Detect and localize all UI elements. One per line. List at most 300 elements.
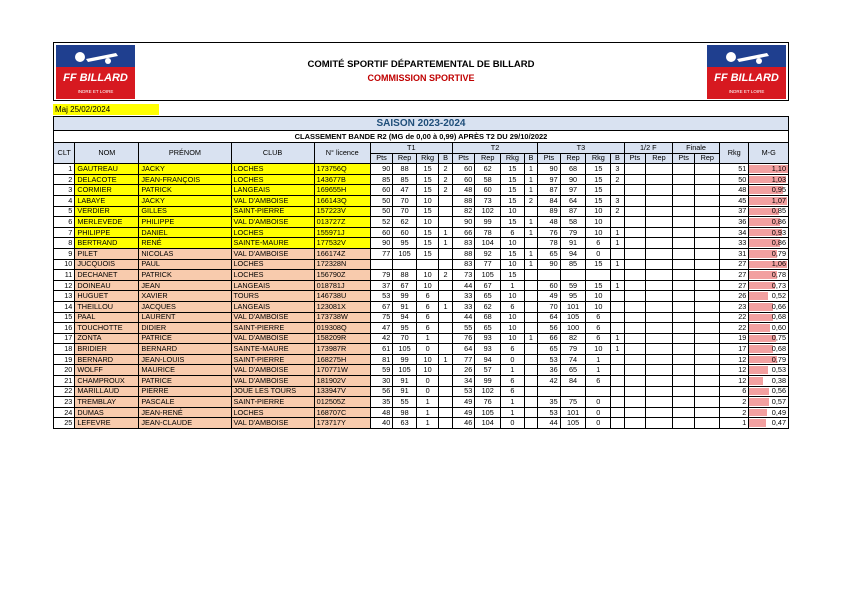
cell-t1-rkg: 15 — [416, 174, 438, 185]
cell-t1-pts: 60 — [370, 227, 392, 238]
cell-t1-rep: 91 — [393, 376, 417, 387]
cell-t3-b — [611, 217, 624, 228]
cell-t1-rep: 60 — [393, 227, 417, 238]
table-row — [54, 206, 789, 217]
cell-t3-pts: 84 — [538, 195, 560, 206]
cell-t1-pts: 48 — [370, 407, 392, 418]
cell-licence: 155971J — [314, 227, 370, 238]
cell-nom: TOUCHOTTE — [75, 323, 139, 334]
cell-t3-b — [611, 248, 624, 259]
cell-licence: 146738U — [314, 291, 370, 302]
cell-final-3 — [695, 238, 720, 249]
cell-rkg: 51 — [720, 164, 749, 175]
cell-t2-rep: 68 — [475, 312, 501, 323]
cell-t3-rkg: 15 — [586, 195, 611, 206]
cell-t1-b: 1 — [439, 301, 452, 312]
mg-value: 0,86 — [771, 238, 786, 248]
cell-t3-b: 2 — [611, 206, 624, 217]
cell-t1-pts — [370, 259, 392, 270]
cell-final-3 — [695, 323, 720, 334]
table-row — [54, 312, 789, 323]
cell-final-2 — [672, 270, 694, 281]
cell-mg — [749, 206, 789, 217]
cell-t2-rep: 104 — [475, 238, 501, 249]
cell-mg — [749, 270, 789, 281]
cell-rkg: 33 — [720, 238, 749, 249]
cell-club: LOCHES — [231, 164, 314, 175]
cell-nom: MARILLAUD — [75, 386, 139, 397]
cell-clt: 19 — [54, 354, 75, 365]
cell-prenom: PAUL — [139, 259, 231, 270]
cell-final-0 — [624, 397, 645, 408]
cell-t2-rkg: 1 — [501, 397, 525, 408]
cell-t1-rkg: 10 — [416, 195, 438, 206]
cell-club: VAL D'AMBOISE — [231, 333, 314, 344]
cell-t3-rep: 94 — [560, 248, 586, 259]
cell-prenom: LAURENT — [139, 312, 231, 323]
cell-prenom: PHILIPPE — [139, 217, 231, 228]
cell-t2-rep: 57 — [475, 365, 501, 376]
cell-final-2 — [672, 397, 694, 408]
cell-licence: 169655H — [314, 185, 370, 196]
cell-t3-rep: 65 — [560, 365, 586, 376]
cell-t3-rkg: 10 — [586, 291, 611, 302]
cell-t3-pts: 78 — [538, 238, 560, 249]
cell-final-3 — [695, 301, 720, 312]
cell-final-2 — [672, 301, 694, 312]
cell-clt: 25 — [54, 418, 75, 429]
cell-t1-rkg: 10 — [416, 365, 438, 376]
cell-t3-rep — [560, 270, 586, 281]
cell-nom: JUCQUOIS — [75, 259, 139, 270]
cell-t3-rkg: 1 — [586, 354, 611, 365]
cell-t2-pts: 44 — [452, 280, 474, 291]
cell-clt: 14 — [54, 301, 75, 312]
subcol-demi-rep: Rep — [646, 153, 673, 164]
cell-t1-b — [439, 195, 452, 206]
table-row — [54, 217, 789, 228]
mg-value: 0,47 — [771, 418, 786, 428]
cell-final-2 — [672, 185, 694, 196]
cell-nom: THEILLOU — [75, 301, 139, 312]
cell-club: SAINT-PIERRE — [231, 354, 314, 365]
cell-t3-rep: 79 — [560, 227, 586, 238]
cell-club: LANGEAIS — [231, 185, 314, 196]
cell-licence: 172328N — [314, 259, 370, 270]
col-prenom: PRÉNOM — [139, 143, 231, 164]
cell-t3-rep: 85 — [560, 259, 586, 270]
cell-t3-b — [611, 386, 624, 397]
table-row — [54, 386, 789, 397]
cell-rkg: 36 — [720, 217, 749, 228]
cell-t3-pts: 53 — [538, 354, 560, 365]
cell-t1-b: 1 — [439, 227, 452, 238]
mg-databar — [749, 366, 768, 374]
cell-licence: 173987R — [314, 344, 370, 355]
cell-nom: PAAL — [75, 312, 139, 323]
cell-t1-rkg: 1 — [416, 418, 438, 429]
col-finale: Finale — [672, 143, 719, 154]
cell-prenom: RENÉ — [139, 238, 231, 249]
col-t1: T1 — [370, 143, 452, 154]
cell-t3-rkg: 10 — [586, 344, 611, 355]
cell-rkg: 50 — [720, 174, 749, 185]
cell-prenom: DIDIER — [139, 323, 231, 334]
cell-t1-pts: 50 — [370, 195, 392, 206]
cell-club: SAINTE-MAURE — [231, 238, 314, 249]
cell-t3-rkg: 0 — [586, 248, 611, 259]
cell-t3-rkg: 15 — [586, 280, 611, 291]
cell-t3-rep: 95 — [560, 291, 586, 302]
cell-final-3 — [695, 386, 720, 397]
cell-t1-rep: 62 — [393, 217, 417, 228]
cell-t2-rkg: 1 — [501, 407, 525, 418]
cell-final-2 — [672, 206, 694, 217]
cell-t3-rkg: 0 — [586, 397, 611, 408]
cell-t2-rep: 78 — [475, 227, 501, 238]
cell-t3-pts: 53 — [538, 407, 560, 418]
mg-databar — [749, 409, 766, 417]
cell-prenom: PIERRE — [139, 386, 231, 397]
mg-value: 0,38 — [771, 375, 786, 385]
cell-t2-pts: 64 — [452, 344, 474, 355]
cell-t3-b: 2 — [611, 174, 624, 185]
cell-t1-pts: 52 — [370, 217, 392, 228]
cell-t2-rep: 77 — [475, 259, 501, 270]
cell-t1-pts: 30 — [370, 376, 392, 387]
cell-licence: 157223V — [314, 206, 370, 217]
cell-rkg: 12 — [720, 354, 749, 365]
logo-text: FF BILLARD — [714, 72, 779, 84]
cell-final-0 — [624, 354, 645, 365]
cell-clt: 7 — [54, 227, 75, 238]
cell-t1-rep: 88 — [393, 164, 417, 175]
cell-final-0 — [624, 164, 645, 175]
cell-t1-pts: 81 — [370, 354, 392, 365]
cell-t3-pts: 76 — [538, 227, 560, 238]
cell-clt: 23 — [54, 397, 75, 408]
cell-t1-rep: 105 — [393, 344, 417, 355]
table-row — [54, 248, 789, 259]
cell-t1-rkg: 15 — [416, 238, 438, 249]
cell-prenom: JEAN-LOUIS — [139, 354, 231, 365]
cell-t3-rkg: 15 — [586, 185, 611, 196]
cell-licence: 177532V — [314, 238, 370, 249]
cell-t2-rkg: 15 — [501, 164, 525, 175]
mg-value: 0,57 — [771, 397, 786, 407]
cell-t3-b: 3 — [611, 195, 624, 206]
cell-final-1 — [646, 333, 673, 344]
cell-final-3 — [695, 397, 720, 408]
cell-t3-rep: 59 — [560, 280, 586, 291]
cell-t1-b: 2 — [439, 164, 452, 175]
table-row — [54, 407, 789, 418]
cell-nom: DECHANET — [75, 270, 139, 281]
cell-t1-rep: 95 — [393, 238, 417, 249]
cell-t2-b: 1 — [524, 164, 537, 175]
cell-prenom: JEAN-RENÉ — [139, 407, 231, 418]
cell-t2-pts: 77 — [452, 354, 474, 365]
cell-final-3 — [695, 291, 720, 302]
mg-value: 1,10 — [771, 163, 786, 173]
cell-mg — [749, 259, 789, 270]
cell-t2-rep: 58 — [475, 174, 501, 185]
cell-clt: 16 — [54, 323, 75, 334]
cell-final-2 — [672, 386, 694, 397]
cell-t3-pts — [538, 386, 560, 397]
cell-t3-rkg: 0 — [586, 407, 611, 418]
cell-t1-pts: 85 — [370, 174, 392, 185]
cell-t3-rkg: 10 — [586, 206, 611, 217]
cell-t2-rkg: 10 — [501, 291, 525, 302]
cell-rkg: 27 — [720, 280, 749, 291]
cell-club: SAINT-PIERRE — [231, 323, 314, 334]
cell-final-0 — [624, 248, 645, 259]
cell-licence: 013727Z — [314, 217, 370, 228]
cell-final-2 — [672, 354, 694, 365]
cell-nom: BERTRAND — [75, 238, 139, 249]
cell-mg — [749, 248, 789, 259]
cell-final-1 — [646, 270, 673, 281]
cell-licence: 143677B — [314, 174, 370, 185]
mg-value: 0,56 — [771, 386, 786, 396]
cell-licence: 173717Y — [314, 418, 370, 429]
cell-t1-rkg: 15 — [416, 185, 438, 196]
cell-final-3 — [695, 407, 720, 418]
cell-t2-b — [524, 280, 537, 291]
cell-club: LOCHES — [231, 227, 314, 238]
cell-t2-pts: 83 — [452, 259, 474, 270]
cell-t3-rep: 84 — [560, 376, 586, 387]
cell-t1-b — [439, 206, 452, 217]
mg-value: 0,93 — [771, 227, 786, 237]
cell-licence: 133947V — [314, 386, 370, 397]
cell-t2-rep: 104 — [475, 418, 501, 429]
cell-final-1 — [646, 206, 673, 217]
cell-nom: LABAYE — [75, 195, 139, 206]
cell-t2-rep: 60 — [475, 185, 501, 196]
cell-final-3 — [695, 280, 720, 291]
cell-t2-rkg: 15 — [501, 248, 525, 259]
cell-t2-pts: 73 — [452, 270, 474, 281]
mg-databar — [749, 388, 769, 396]
cell-t3-rep: 101 — [560, 407, 586, 418]
table-row — [54, 344, 789, 355]
cell-nom: VERDIER — [75, 206, 139, 217]
cell-t1-rep: 95 — [393, 323, 417, 334]
cell-nom: ZONTA — [75, 333, 139, 344]
cell-prenom: JEAN-CLAUDE — [139, 418, 231, 429]
cell-t3-rep: 105 — [560, 312, 586, 323]
cell-t3-pts: 64 — [538, 312, 560, 323]
cell-t1-rep: 105 — [393, 365, 417, 376]
cell-final-0 — [624, 217, 645, 228]
cell-t2-rkg: 10 — [501, 259, 525, 270]
cell-t2-rep: 62 — [475, 164, 501, 175]
cell-t3-pts: 87 — [538, 185, 560, 196]
cell-t2-b — [524, 206, 537, 217]
cell-t2-pts: 55 — [452, 323, 474, 334]
table-row — [54, 238, 789, 249]
cell-t2-b: 1 — [524, 248, 537, 259]
cell-nom: CHAMPROUX — [75, 376, 139, 387]
cell-prenom: PATRICK — [139, 185, 231, 196]
cell-t2-rep: 92 — [475, 248, 501, 259]
cell-club: VAL D'AMBOISE — [231, 312, 314, 323]
ranking-subtitle: CLASSEMENT BANDE R2 (MG de 0,00 à 0,99) APRÈS T2 DU 29/10/2022 — [54, 131, 789, 143]
cell-t3-rep — [560, 386, 586, 397]
logo-text: FF BILLARD — [63, 72, 128, 84]
cell-prenom: MAURICE — [139, 365, 231, 376]
cell-final-0 — [624, 344, 645, 355]
cell-t1-rkg: 10 — [416, 354, 438, 365]
cell-t1-pts: 47 — [370, 323, 392, 334]
cell-t1-pts: 90 — [370, 164, 392, 175]
cell-t2-b — [524, 376, 537, 387]
cell-t1-rep: 91 — [393, 301, 417, 312]
cell-t3-pts: 90 — [538, 259, 560, 270]
cell-t1-rkg: 15 — [416, 206, 438, 217]
cell-t2-rep: 76 — [475, 397, 501, 408]
cell-t2-b — [524, 270, 537, 281]
cell-t2-rkg: 1 — [501, 365, 525, 376]
cell-final-1 — [646, 312, 673, 323]
cell-prenom: PATRICK — [139, 270, 231, 281]
cell-t3-rep: 91 — [560, 238, 586, 249]
cell-t3-rkg: 10 — [586, 301, 611, 312]
cell-t3-rkg: 6 — [586, 238, 611, 249]
cell-t3-b: 3 — [611, 164, 624, 175]
cell-clt: 2 — [54, 174, 75, 185]
ranking-table — [53, 116, 789, 429]
cell-t3-pts: 97 — [538, 174, 560, 185]
cell-nom: TREMBLAY — [75, 397, 139, 408]
cell-t1-pts: 60 — [370, 185, 392, 196]
table-row — [54, 333, 789, 344]
mg-databar — [749, 419, 766, 427]
cell-final-2 — [672, 418, 694, 429]
cell-mg — [749, 354, 789, 365]
cell-final-2 — [672, 333, 694, 344]
cell-t2-pts: 33 — [452, 291, 474, 302]
cell-nom: PILET — [75, 248, 139, 259]
table-row — [54, 418, 789, 429]
cell-t2-rep: 93 — [475, 344, 501, 355]
cell-t2-pts: 83 — [452, 238, 474, 249]
subcol-t3-b: B — [611, 153, 624, 164]
cell-t2-b — [524, 301, 537, 312]
cell-final-0 — [624, 291, 645, 302]
cell-licence: 166174Z — [314, 248, 370, 259]
cell-t3-b — [611, 301, 624, 312]
cell-t2-pts: 88 — [452, 195, 474, 206]
cell-t2-pts: 60 — [452, 164, 474, 175]
cell-clt: 15 — [54, 312, 75, 323]
cell-t1-rep: 47 — [393, 185, 417, 196]
cell-final-3 — [695, 333, 720, 344]
cell-licence: 168275H — [314, 354, 370, 365]
cell-clt: 1 — [54, 164, 75, 175]
cell-t3-b — [611, 376, 624, 387]
cell-t2-pts: 33 — [452, 301, 474, 312]
cell-final-1 — [646, 248, 673, 259]
cell-final-3 — [695, 312, 720, 323]
cell-final-0 — [624, 301, 645, 312]
cell-final-1 — [646, 291, 673, 302]
cell-final-0 — [624, 174, 645, 185]
cell-t3-b: 1 — [611, 227, 624, 238]
cell-final-3 — [695, 354, 720, 365]
cell-t3-rkg: 6 — [586, 312, 611, 323]
cell-t1-rkg: 0 — [416, 386, 438, 397]
cell-t1-rep: 63 — [393, 418, 417, 429]
cell-t2-pts: 90 — [452, 217, 474, 228]
cell-t1-pts: 75 — [370, 312, 392, 323]
cell-t2-b — [524, 354, 537, 365]
cell-t1-rep: 70 — [393, 333, 417, 344]
cell-prenom: PATRICE — [139, 376, 231, 387]
cell-prenom: JEAN — [139, 280, 231, 291]
mg-value: 0,66 — [771, 301, 786, 311]
cell-t1-rep: 94 — [393, 312, 417, 323]
cell-licence: 168707C — [314, 407, 370, 418]
cell-t3-rep: 75 — [560, 397, 586, 408]
cell-clt: 22 — [54, 386, 75, 397]
cell-t1-b — [439, 323, 452, 334]
cell-prenom: PATRICE — [139, 333, 231, 344]
cell-t1-rkg: 6 — [416, 312, 438, 323]
cell-clt: 17 — [54, 333, 75, 344]
cell-nom: LEFEVRE — [75, 418, 139, 429]
cell-t2-b — [524, 407, 537, 418]
table-row — [54, 280, 789, 291]
cell-t3-rkg: 6 — [586, 376, 611, 387]
cell-t3-pts: 60 — [538, 280, 560, 291]
subcol-t3-rkg: Rkg — [586, 153, 611, 164]
cell-final-3 — [695, 376, 720, 387]
cell-t3-pts: 65 — [538, 248, 560, 259]
col-licence: N° licence — [314, 143, 370, 164]
cell-club: LANGEAIS — [231, 301, 314, 312]
cell-mg — [749, 185, 789, 196]
cell-rkg: 6 — [720, 386, 749, 397]
cell-t2-rep: 105 — [475, 270, 501, 281]
cell-final-0 — [624, 206, 645, 217]
cell-t3-b — [611, 185, 624, 196]
cell-club: VAL D'AMBOISE — [231, 248, 314, 259]
cell-t3-b — [611, 407, 624, 418]
cell-t1-b — [439, 280, 452, 291]
cell-licence: 173738W — [314, 312, 370, 323]
cell-t2-pts: 44 — [452, 312, 474, 323]
cell-final-0 — [624, 418, 645, 429]
cell-t3-pts: 35 — [538, 397, 560, 408]
cell-club: VAL D'AMBOISE — [231, 376, 314, 387]
cell-prenom: GILLES — [139, 206, 231, 217]
cell-t2-rep: 102 — [475, 206, 501, 217]
cell-rkg: 1 — [720, 418, 749, 429]
document-title: COMITÉ SPORTIF DÉPARTEMENTAL DE BILLARD — [307, 59, 535, 70]
cell-clt: 11 — [54, 270, 75, 281]
mg-databar — [749, 303, 772, 311]
cell-t3-b — [611, 354, 624, 365]
cell-mg — [749, 386, 789, 397]
cell-t2-rkg: 10 — [501, 238, 525, 249]
cell-t2-rep: 105 — [475, 407, 501, 418]
cell-final-1 — [646, 280, 673, 291]
cell-t2-b: 2 — [524, 195, 537, 206]
cell-t2-pts: 49 — [452, 407, 474, 418]
